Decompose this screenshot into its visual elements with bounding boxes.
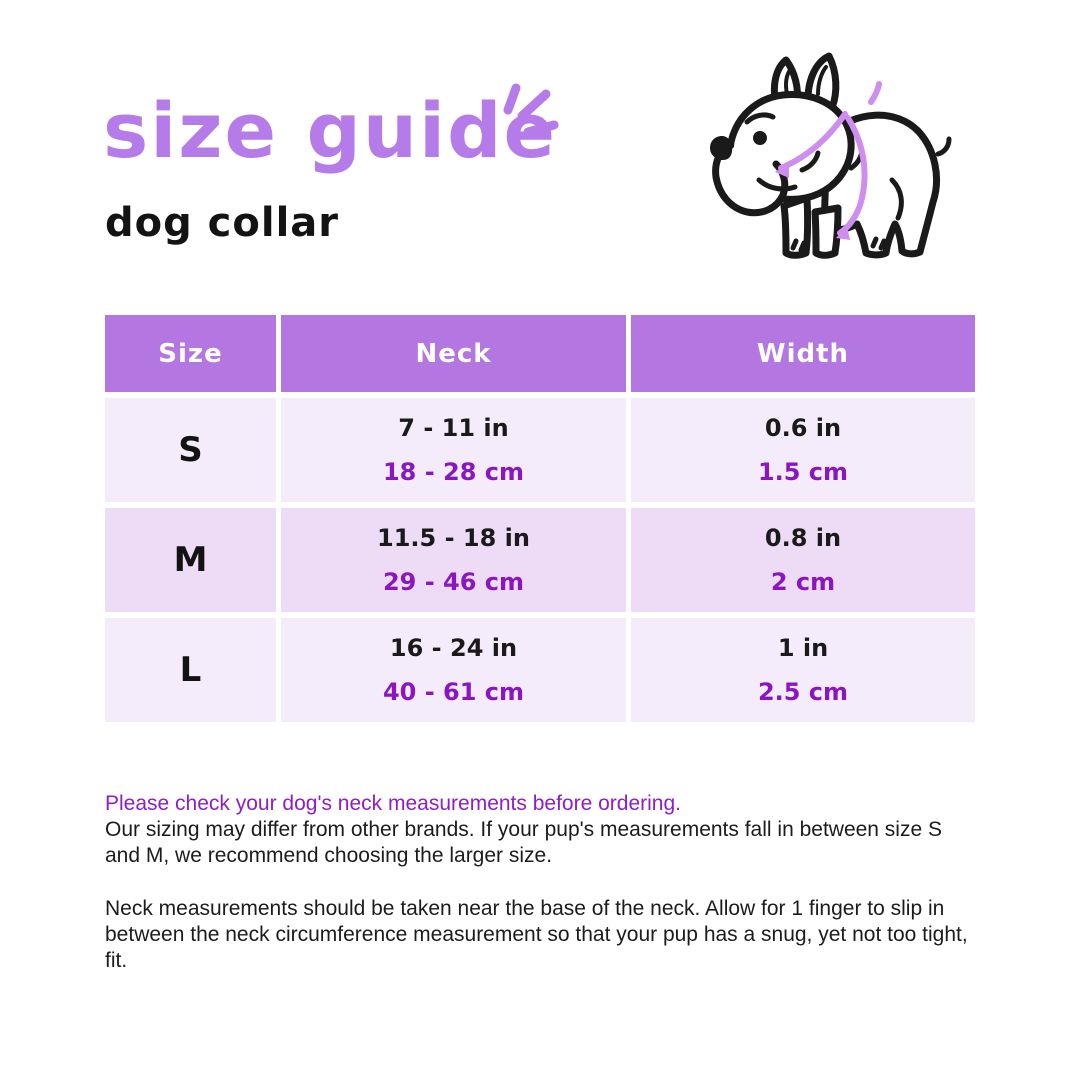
neck-inches: 7 - 11 in	[398, 414, 509, 442]
neck-cm: 29 - 46 cm	[382, 568, 525, 596]
size-label: M	[173, 540, 208, 580]
width-cm: 1.5 cm	[757, 458, 849, 486]
table-row-l-size	[105, 618, 276, 722]
table-row-l-width	[631, 618, 975, 722]
page-subtitle: dog collar	[105, 200, 340, 246]
note-paragraph-2	[105, 896, 977, 974]
table-row-m-width	[631, 508, 975, 612]
table-row-s-size	[105, 398, 276, 502]
table-row-l-neck	[281, 618, 626, 722]
width-cm: 2.5 cm	[757, 678, 849, 706]
french-bulldog-illustration	[695, 50, 965, 280]
sizing-notes	[105, 791, 977, 974]
col-header-neck: Neck	[281, 315, 626, 392]
col-header-size: Size	[105, 315, 276, 392]
table-row-s-neck	[281, 398, 626, 502]
size-table	[105, 315, 975, 722]
note-highlight-line: Please check your dog's neck measurements before ordering.	[105, 792, 681, 815]
width-inches: 0.8 in	[764, 524, 842, 552]
width-inches: 1 in	[777, 634, 829, 662]
col-header-width: Width	[631, 315, 975, 392]
width-inches: 0.6 in	[764, 414, 842, 442]
page-title: size guide	[103, 86, 558, 175]
neck-inches: 11.5 - 18 in	[377, 524, 530, 552]
note-body-2: Neck measurements should be taken near the base of the neck. Allow for 1 finger to slip in between the neck circumference measurement so that your pup has a snug, yet not too tight, fit.	[105, 897, 968, 972]
sparkle-icon	[488, 78, 560, 148]
width-cm: 2 cm	[770, 568, 836, 596]
size-label: L	[179, 650, 202, 690]
note-body-1: Our sizing may differ from other brands. If your pup's measurements fall in between size S and M, we recommend choosing the larger size.	[105, 818, 942, 867]
table-row-s-width	[631, 398, 975, 502]
size-label: S	[178, 430, 203, 470]
neck-cm: 40 - 61 cm	[382, 678, 525, 706]
neck-inches: 16 - 24 in	[389, 634, 518, 662]
note-paragraph-1	[105, 791, 977, 869]
table-row-m-size	[105, 508, 276, 612]
table-row-m-neck	[281, 508, 626, 612]
neck-cm: 18 - 28 cm	[382, 458, 525, 486]
